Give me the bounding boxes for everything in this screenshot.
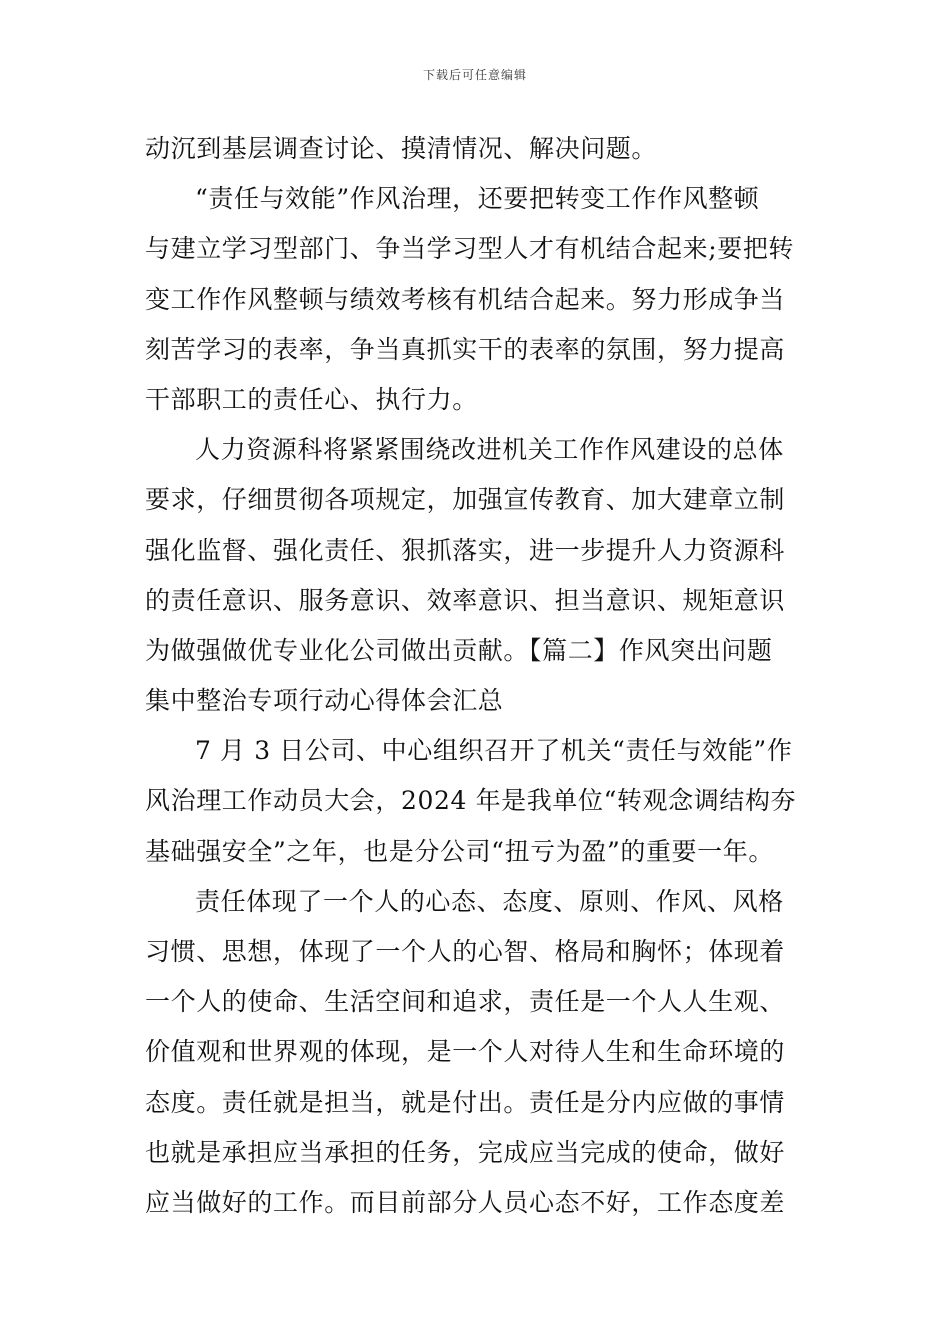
text-line: 基础强安全”之年，也是分公司“扭亏为盈”的重要一年。 — [145, 836, 774, 866]
text-line: 的责任意识、服务意识、效率意识、担当意识、规矩意识 — [145, 585, 786, 615]
text-line: 刻苦学习的表率，争当真抓实干的表率的氛围，努力提高 — [145, 334, 786, 364]
text-line: 干部职工的责任心、执行力。 — [145, 384, 478, 414]
text-line: 应当做好的工作。而目前部分人员心态不好，工作态度差 — [145, 1187, 786, 1217]
text-line: 一个人的使命、生活空间和追求，责任是一个人人生观、 — [145, 987, 786, 1017]
text-line: 强化监督、强化责任、狠抓落实，进一步提升人力资源科 — [145, 535, 786, 565]
text-line: 态度。责任就是担当，就是付出。责任是分内应做的事情 — [145, 1087, 786, 1117]
text-line: 集中整治专项行动心得体会汇总 — [145, 686, 504, 716]
text-line: 动沉到基层调查讨论、摸清情况、解决问题。 — [145, 134, 658, 163]
paragraph-start-line: 责任体现了一个人的心态、态度、原则、作风、风格 — [195, 886, 784, 916]
text-line: 价值观和世界观的体现，是一个人对待人生和生命环境的 — [145, 1037, 786, 1067]
text-line: 要求，仔细贯彻各项规定，加强宣传教育、加大建章立制 — [145, 485, 786, 515]
text-line: 与建立学习型部门、争当学习型人才有机结合起来;要把转 — [145, 234, 795, 264]
text-line: 习惯、思想，体现了一个人的心智、格局和胸怀；体现着 — [145, 937, 786, 966]
text-line: 也就是承担应当承担的任务，完成应当完成的使命，做好 — [145, 1137, 786, 1167]
page-header: 下载后可任意编辑 — [422, 68, 527, 82]
text-line: 变工作作风整顿与绩效考核有机结合起来。努力形成争当 — [145, 284, 786, 314]
paragraph-start-line: 7 月 3 日公司、中心组织召开了机关“责任与效能”作 — [195, 736, 793, 766]
text-line: 为做强做优专业化公司做出贡献。【篇二】作风突出问题 — [145, 635, 773, 665]
text-line: 风治理工作动员大会，2024 年是我单位“转观念调结构夯 — [145, 786, 797, 816]
paragraph-start-line: “责任与效能”作风治理，还要把转变工作作风整顿 — [195, 184, 760, 214]
paragraph-start-line: 人力资源科将紧紧围绕改进机关工作作风建设的总体 — [195, 435, 784, 465]
document-body — [145, 124, 815, 1228]
